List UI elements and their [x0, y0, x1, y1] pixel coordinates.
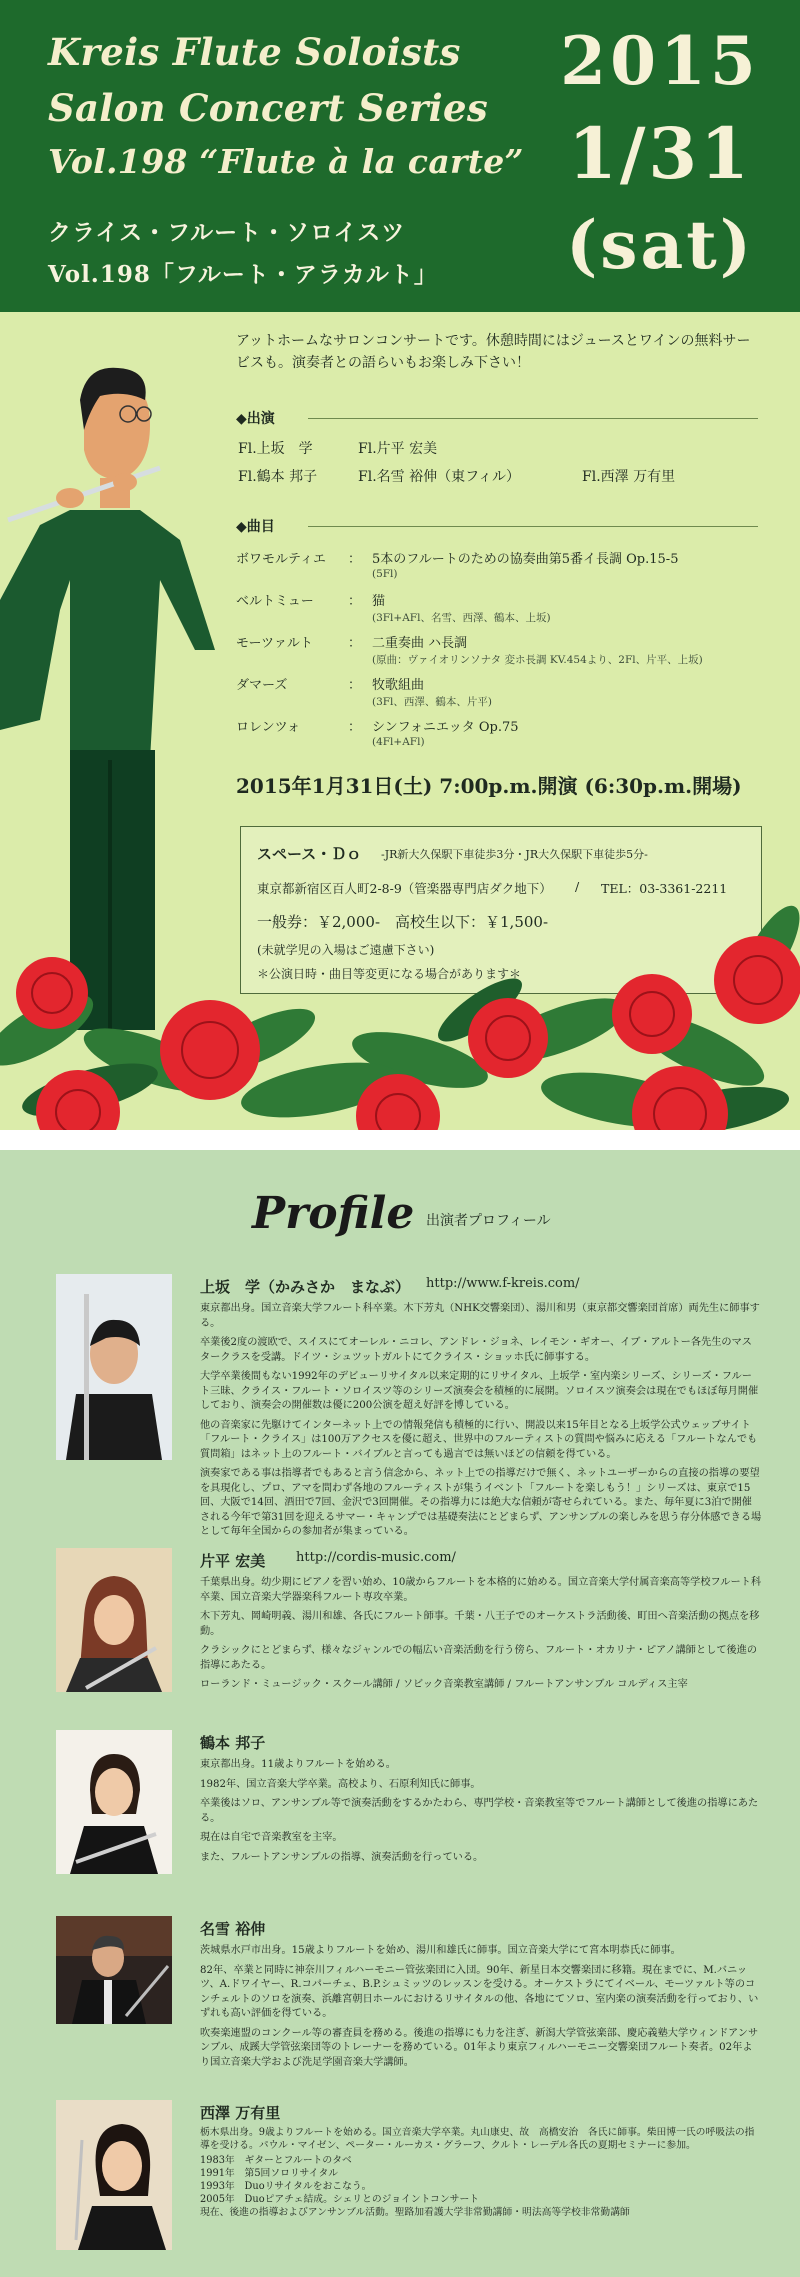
work: 5本のフルートのための協奏曲第5番イ長調 Op.15-5 [372, 552, 679, 567]
concert-date: 1/31 [568, 112, 752, 195]
portrait-photo [56, 1548, 172, 1692]
concert-datetime: 2015年1月31日(土) 7:00p.m.開演 (6:30p.m.開場) [236, 774, 742, 798]
japanese-title-1: クライス・フルート・ソロイスツ [48, 219, 406, 246]
colon: ： [348, 594, 362, 609]
bio-paragraph: 吹奏楽連盟のコンクール等の審査員を務める。後進の指導にも力を注ぎ、新潟大学管弦楽部、慶応義塾大学ウィンドアンサンブル、成蹊大学管弦楽団等のトレーナーを務めている。01年より東京フィルハーモニー交響楽団フルート奏者。02年より国立音楽大学および洗足学園音楽大学講師。 [200, 2027, 759, 2068]
bio-paragraph: 東京都出身。11歳よりフルートを始める。 [200, 1759, 396, 1770]
profile-page [0, 1150, 800, 2277]
performer-bio [200, 1944, 762, 2075]
profile-subtitle: 出演者プロフィール [426, 1213, 551, 1229]
bio-paragraph: 82年、卒業と同時に神奈川フィルハーモニー管弦楽団に入団。90年、新星日本交響楽団に移籍。現在までに、M.バニッツ、A.ドワイヤー、R.コパーチェ、B.P.シュミッツのレッスンを受ける。オーケストラにてイベール、モーツァルト等のコンチェルトのソロを演奏、浜離宮朝日ホールにおけるリサイタルの他、各地にてソロ、室内楽の演奏活動を行っており、いずれも高い評価を得ている。 [200, 1964, 759, 2019]
portrait-photo [56, 1916, 172, 2024]
colon: ： [348, 720, 362, 735]
venue-address: 東京都新宿区百人町2-8-9（管楽器専門店ダク地下） [257, 881, 552, 896]
performer-bio [200, 1758, 762, 1870]
title-line-3: Vol.198 “Flute à la carte” [48, 142, 524, 181]
title-line-2: Salon Concert Series [48, 86, 488, 130]
performer-2: Fl.片平 宏美 [358, 441, 438, 457]
bio-paragraph: 現在は自宅で音楽教室を主宰。 [200, 1832, 343, 1843]
bio-paragraph: 東京都出身。国立音楽大学フルート科卒業。木下芳丸（NHK交響楽団）、湯川和男（東京都交響楽団首席）両先生に師事する。 [200, 1303, 760, 1329]
performer-website-link[interactable]: http://cordis-music.com/ [296, 1550, 456, 1565]
instrumentation: (3Fl、西澤、鶴本、片平) [372, 696, 493, 708]
bio-paragraph: 栃木県出身。9歳よりフルートを始める。国立音楽大学卒業。丸山康史、故 高橋安治 各氏に師事。柴田博一氏の呼吸法の指導を受ける。パウル・マイゼン、ペーター・ルーカス・グラーフ、クルト・レーデル各氏の夏期セミナーに参加。 [200, 2127, 755, 2151]
composer: ロレンツォ [236, 720, 301, 735]
venue-name: スペース・Ｄｏ [257, 845, 362, 863]
performer-3: Fl.鶴本 邦子 [238, 469, 318, 485]
bio-paragraph: 1982年、国立音楽大学卒業。高校より、石原利知氏に師事。 [200, 1778, 481, 1790]
venue-tel: TEL：03-3361-2211 [601, 881, 728, 896]
venue-access: -JR新大久保駅下車徒歩3分・JR大久保駅下車徒歩5分- [381, 848, 648, 861]
change-notice: ＊公演日時・曲目等変更になる場合があります＊ [257, 967, 522, 981]
bio-paragraph: クラシックにとどまらず、様々なジャンルでの幅広い音楽活動を行う傍ら、フルート・オカリナ・ピアノ講師として後進の指導にあたる。 [200, 1645, 758, 1671]
profile-title: Profile [252, 1188, 415, 1239]
bio-paragraph: 1983年 ギターとフルートのタベ [200, 2155, 352, 2166]
bio-paragraph: 大学卒業後間もない1992年のデビューリサイタル以来定期的にリサイタル、上坂学・室内楽シリーズ、シリーズ・フルート三昧、クライス・フルート・ソロイスツ等のシリーズ演奏会を積極的に展開。ソロイスツ演奏会は現在でもほぼ毎月開催しており、演奏会の開催数は優に200公演を超え好評を博している。 [200, 1371, 759, 1411]
work: 牧歌組曲 [372, 678, 425, 693]
performer-name: 上坂 学（かみさか まなぶ） [200, 1278, 411, 1296]
concert-year: 2015 [560, 22, 760, 100]
separator: / [575, 879, 580, 894]
instrumentation: (5Fl) [372, 568, 398, 580]
ticket-prices: 一般券：￥2,000- 高校生以下：￥1,500- [257, 913, 549, 931]
composer: ダマーズ [236, 678, 288, 693]
performers-heading: ◆出演 [236, 411, 275, 427]
composer: ボワモルティエ [236, 552, 326, 567]
bio-paragraph: 演奏家である事は指導者でもあると言う信念から、ネット上での指導だけで無く、ネットユーザーからの直接の指導の要望を具現化し、プロ、アマを問わず各地のフルーティストが集うイベント「フルートを楽しもう！」シリーズは、東京で15回、大阪で14回、酒田で7回、金沢で3回開催。その指導力には絶大な信頼が寄せられている。また、毎年夏に3泊で開催される今年で第31回を迎えるサマー・キャンプでは基礎奏法にとどまらず、アンサンブルの楽しみを思う存分体感できる場として毎年全国からの参加者が集まっている。 [200, 1468, 762, 1537]
performer-website-link[interactable]: http://www.f-kreis.com/ [426, 1276, 580, 1291]
performer-5: Fl.西澤 万有里 [582, 469, 676, 485]
ticket-note: (未就学児の入場はご遠慮下さい) [257, 943, 435, 957]
performer-bio [200, 2126, 762, 2219]
bio-paragraph: 茨城県水戸市出身。15歳よりフルートを始め、湯川和雄氏に師事。国立音楽大学にて宮本明恭氏に師事。 [200, 1945, 681, 1956]
composer: ベルトミュー [236, 594, 314, 609]
divider [308, 418, 758, 419]
title-line-1: Kreis Flute Soloists [48, 30, 461, 74]
bio-paragraph: 1991年 第5回ソロリサイタル [200, 2168, 339, 2179]
performer-bio [200, 1302, 762, 1545]
divider [308, 526, 758, 527]
bio-paragraph: 卒業後2度の渡欧で、スイスにてオーレル・ニコレ、アンドレ・ジョネ、レイモン・ギオー、イブ・アルトー各先生のマスタークラスを受講。ドイツ・シュツットガルトにてクライス・ショッホ氏に師事する。 [200, 1337, 752, 1363]
performer-name: 西澤 万有里 [200, 2104, 281, 2122]
concert-flyer [0, 0, 800, 1130]
bio-paragraph: 千葉県出身。幼少期にピアノを習い始め、10歳からフルートを本格的に始める。国立音楽大学付属音楽高等学校フルート科卒業、国立音楽大学器楽科フルート専攻卒業。 [200, 1577, 762, 1603]
performer-name: 鶴本 邦子 [200, 1734, 266, 1752]
portrait-photo [56, 2100, 172, 2250]
colon: ： [348, 678, 362, 693]
bio-paragraph: 1993年 Duoリサイタルをおこなう。 [200, 2181, 372, 2192]
instrumentation: (原曲：ヴァイオリンソナタ 変ホ長調 KV.454より、2Fl、片平、上坂) [372, 654, 703, 666]
intro-text: アットホームなサロンコンサートです。休憩時間にはジュースとワインの無料サービスも。演奏者との語らいもお楽しみ下さい！ [236, 333, 751, 371]
work: 二重奏曲 ハ長調 [372, 636, 468, 651]
bio-paragraph: 他の音楽家に先駆けてインターネット上での情報発信も積極的に行い、開設以来15年目となる上坂学公式ウェッブサイト「フルート・クライス」は100万アクセスを優に超え、世界中のフルーティストの質問や悩みに応える「フルートなんでも質問箱」はネット上のフルート・バイブルと言っても過言では無いほどの信頼を得ている。 [200, 1419, 758, 1460]
instrumentation: (3Fl+AFl、名雪、西澤、鶴本、上坂) [372, 612, 551, 624]
bio-paragraph: 卒業後はソロ、アンサンブル等で演奏活動をするかたわら、専門学校・音楽教室等でフルート講師として後進の指導にあたる。 [200, 1798, 759, 1824]
portrait-photo [56, 1274, 172, 1460]
japanese-title-2: Vol.198「フルート・アラカルト」 [48, 261, 438, 288]
performer-bio [200, 1576, 762, 1698]
bio-paragraph: 2005年 Duoピアチェ結成。シェリとのジョイントコンサート [200, 2194, 480, 2205]
bio-paragraph: また、フルートアンサンブルの指導、演奏活動を行っている。 [200, 1851, 484, 1863]
colon: ： [348, 552, 362, 567]
bio-paragraph: 木下芳丸、岡崎明義、湯川和雄、各氏にフルート師事。千葉・八王子でのオーケストラ活動後、町田へ音楽活動の拠点を移動。 [200, 1611, 760, 1637]
performer-name: 片平 宏美 [200, 1552, 266, 1570]
flyer-header [0, 0, 800, 312]
instrumentation: (4Fl+AFl) [372, 736, 425, 748]
colon: ： [348, 636, 362, 651]
work: 猫 [372, 594, 386, 609]
composer: モーツァルト [236, 636, 313, 651]
performer-4: Fl.名雪 裕伸（東フィル） [358, 469, 520, 485]
bio-paragraph: 現在、後進の指導およびアンサンブル活動。聖路加看護大学非常勤講師・明法高等学校非常勤講師 [200, 2207, 630, 2218]
work: シンフォニエッタ Op.75 [372, 720, 519, 735]
performer-name: 名雪 裕伸 [200, 1920, 266, 1938]
rose-border [0, 890, 800, 1130]
performer-1: Fl.上坂 学 [238, 441, 313, 457]
portrait-photo [56, 1730, 172, 1874]
program-heading: ◆曲目 [236, 519, 275, 535]
concert-weekday: (sat) [566, 206, 754, 284]
bio-paragraph: ローランド・ミュージック・スクール講師 / ソビック音楽教室講師 / フルートアンサンブル コルディス主宰 [200, 1679, 688, 1690]
